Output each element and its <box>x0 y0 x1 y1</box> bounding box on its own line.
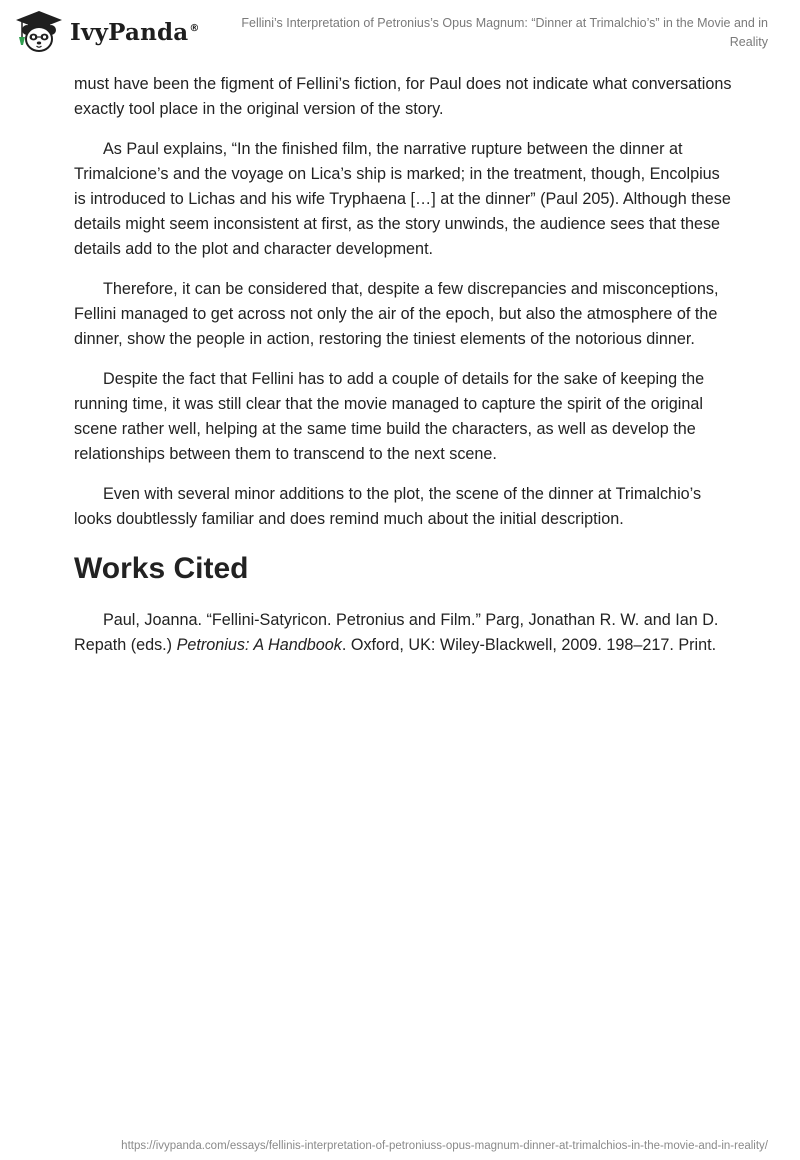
citation-book-title: Petronius: A Handbook <box>176 636 342 654</box>
panda-graduation-cap-icon <box>14 9 64 53</box>
body-paragraph-1: must have been the figment of Fellini’s fiction, for Paul does not indicate what conversations exactly tool place in the original version of the story. <box>74 75 732 118</box>
body-paragraph-3: Therefore, it can be considered that, despite a few discrepancies and misconceptions, Fellini managed to get across not only the air of the epoch, but also the atmosphere of the dinner, show the people in action, restoring the tiniest elements of the notorious dinner. <box>74 280 719 348</box>
brand-name: IvyPanda® <box>70 18 200 46</box>
body-paragraph-4: Despite the fact that Fellini has to add a couple of details for the sake of keeping the running time, it was still clear that the movie managed to capture the spirit of the original scene rather well, helping at the same time build the characters, as well as develop the relationships between them to transcend to the next scene. <box>74 370 705 463</box>
document-title: Fellini’s Interpretation of Petronius’s Opus Magnum: “Dinner at Trimalchio’s” in the Movie and in Reality <box>241 16 768 49</box>
works-cited-heading: Works Cited <box>74 552 249 585</box>
ivypanda-logo[interactable] <box>14 8 214 54</box>
essay-content <box>74 72 734 658</box>
page-header <box>0 0 800 60</box>
body-paragraph-5: Even with several minor additions to the plot, the scene of the dinner at Trimalchio’s looks doubtlessly familiar and does remind much about the initial description. <box>74 485 702 528</box>
citation-text-start: Paul, Joanna. “Fellini-Satyricon. Petronius and Film.” Parg, Jonathan R. W. and Ian D. Repath (eds.) <box>74 611 719 654</box>
body-paragraph-2: As Paul explains, “In the finished film, the narrative rupture between the dinner at Trimalcione’s and the voyage on Lica’s ship is marked; in the treatment, though, Encolpius is introduced to Lichas and his wife Tryphaena […] at the dinner” (Paul 205). Although these details might seem inconsistent at first, as the story unwinds, the audience sees that these details add to the plot and character development. <box>74 140 731 258</box>
footer-source-url[interactable]: https://ivypanda.com/essays/fellinis-interpretation-of-petroniuss-opus-magnum-dinner-at-trimalchios-in-the-movie-and-in-reality/ <box>121 1140 768 1152</box>
citation-entry <box>74 608 734 658</box>
registered-mark: ® <box>189 22 200 34</box>
citation-text-end: . Oxford, UK: Wiley-Blackwell, 2009. 198–217. Print. <box>341 636 717 654</box>
